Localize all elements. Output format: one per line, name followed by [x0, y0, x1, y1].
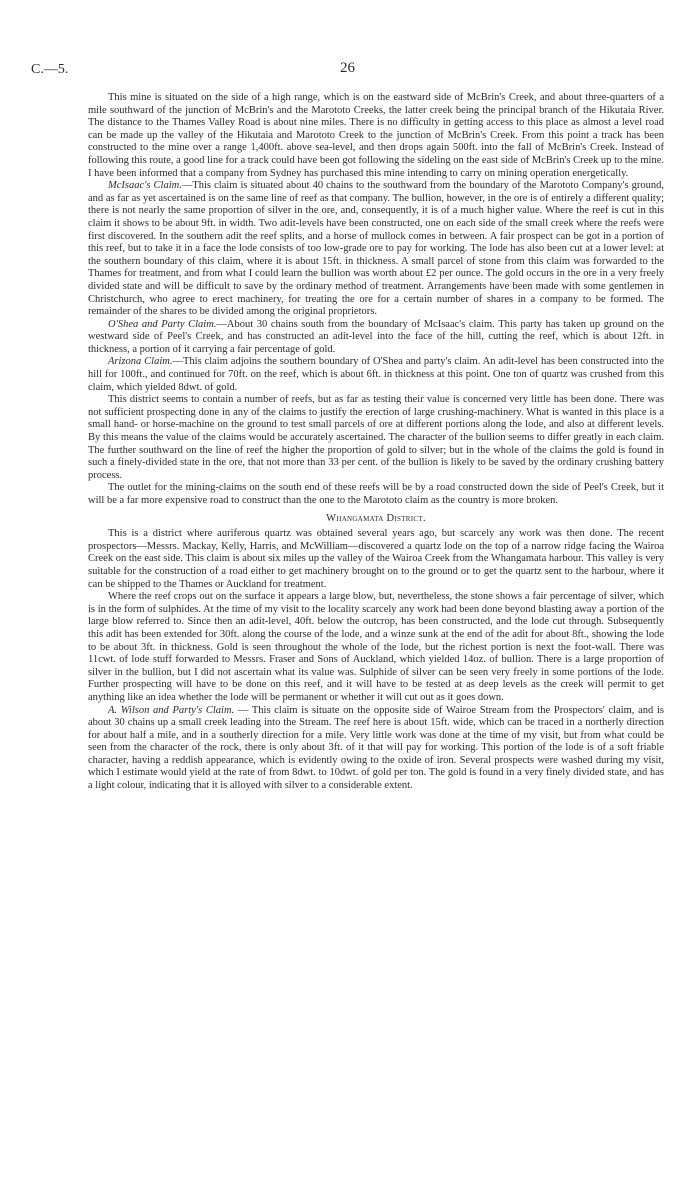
body-text — [88, 92, 664, 793]
claim-title-mcisaac: McIsaac's Claim. — [108, 180, 182, 192]
claim-title-arizona: Arizona Claim. — [108, 356, 173, 368]
claim-title-wilson: A. Wilson and Party's Claim. — [108, 704, 235, 716]
paragraph-oshea-claim: O'Shea and Party Claim.—About 30 chains south from the boundary of McIsaac's claim. This party has taken up ground on the westward side of Peel's Creek, and has constructed an adit-level into the face of the hill, cutting the reef, which is about 12ft. in thickness, a portion of it carrying a fair percentage of gold. — [88, 318, 664, 355]
paragraph-mcisaac-claim: McIsaac's Claim.—This claim is situated about 40 chains to the southward from the boundary of the Marototo Company's ground, and as far as yet ascertained is on the same line of reef as that company. The bullion, however, in the ore is of entirely a different quality; there is not nearly the same proportion of silver in the ore, and, consequently, it is of a much higher value. Where the reef is cut in this claim it shows to be about 9ft. in width. Two adit-levels have been constructed, one on each side of the small creek where the reefs were first discovered. In the southern adit the reef splits, and a horse of mullock comes in between. A fair prospect can be got in a portion of this reef, but to take it in a face the lode consists of too low-grade ore to pay for working. The lode has also been cut at a lower level: at the southern boundary of this claim, where it is about 15ft. in thickness. A small parcel of stone from this claim was forwarded to the Thames for treatment, and from what I could learn the bullion was worth about £2 per ounce. The gold occurs in the ore in a very freely divided state and will be difficult to save by the ordinary method of treatment. Arrangements have been made with some gentlemen in Christchurch, who agree to erect machinery, for treating the ore for a certain number of shares in a company to be formed. The remainder of the shares to be divided among the original proprietors. — [88, 180, 664, 318]
page-number: 26 — [340, 60, 355, 76]
paragraph-outlet-road: The outlet for the mining-claims on the south end of these reefs will be by a road constructed down the side of Peel's Creek, but it will be a far more expensive road to construct than the one to the Marototo claim as the country is more broken. — [88, 482, 664, 506]
paragraph-arizona-claim: Arizona Claim.—This claim adjoins the southern boundary of O'Shea and party's claim. An adit-level has been constructed into the hill for 100ft., and continued for 70ft. on the reef, which is about 6ft. in thickness at this point. One ton of quartz was crushed from this claim, which yielded 8dwt. of gold. — [88, 356, 664, 393]
paragraph-reef-outcrop: Where the reef crops out on the surface it appears a large blow, but, nevertheless, the stone shows a fair percentage of silver, which is in the form of sulphides. At the time of my visit to the locality scarcely any work had been done beyond blasting away a portion of the large blow referred to. Since then an adit-level, 40ft. below the outcrop, has been constructed, and the lode cut through. Subsequently this adit has been extended for 30ft. along the course of the lode, and a winze sunk at the end of the adit for about 8ft., showing the lode to be about 3ft. in thickness. Gold is seen throughout the whole of the lode, but the richest portion is next the foot-wall. There was 11cwt. of lode stuff forwarded to Messrs. Fraser and Sons of Auckland, which yielded 14oz. of bullion. There is a large proportion of silver in the bullion, but I did not ascertain what its value was. Sulphide of silver can be seen very freely in some portions of the lode. Further prospecting will have to be done on this reef, and it will have to be tested at as deep levels as the creek will permit to get anything like an idea whether the lode will be permanent or whether it will cut out as it goes down. — [88, 591, 664, 703]
report-reference: C.—5. — [31, 62, 69, 77]
section-heading-whangamata: Whangamata District. — [326, 512, 426, 524]
claim-title-oshea: O'Shea and Party Claim. — [108, 318, 217, 330]
paragraph-wilson-claim: A. Wilson and Party's Claim. — This claim is situate on the opposite side of Wairoe Stream from the Prospectors' claim, and is about 30 chains up a small creek leading into the Stream. The reef here is about 15ft. wide, which can be traced in a northerly direction for about half a mile, and in a southerly direction for a mile. Very little work was done at the time of my visit, but from what could be seen from the character of the rock, there is only about 3ft. of it that will pay for working. This portion of the lode is of a soft friable character, having a reddish appearance, which is evidently owing to the oxide of iron. Several prospects were washed during my visit, which I estimate would yield at the rate of from 8dwt. to 10dwt. of gold per ton. The gold is found in a very finely divided state, and has a light colour, indicating that it is alloyed with silver to a considerable extent. — [88, 704, 664, 792]
paragraph-mine-location: This mine is situated on the side of a high range, which is on the eastward side of McBrin's Creek, and about three-quarters of a mile southward of the junction of McBrin's and the Marototo Creeks, the latter creek being the principal branch of the Hikutaia River. The distance to the Thames Valley Road is about nine miles. There is no difficulty in getting access to this place as almost a level road can be made up the valley of the Hikutaia and Marototo Creek to the junction of McBrin's Creek. From this point a track has been constructed to the mine over a range 1,400ft. above sea-level, and then drops again 500ft. into the fall of McBrin's Creek. Instead of following this route, a good line for a track could have been got following the sideling on the east side of McBrin's Creek up to the mine. I have been informed that a company from Sydney has purchased this mine intending to carry on mining operation energetically. — [88, 92, 664, 179]
paragraph-district-reefs: This district seems to contain a number of reefs, but as far as testing their value is concerned very little has been done. There was not sufficient prospecting done in any of the claims to justify the erection of large crushing-machinery. What is wanted in this place is a small hand- or horse-machine on the ground to test small parcels of ore at different portions along the lode, and also at different levels. By this means the value of the claims would be accurately ascertained. The character of the bullion seems to differ greatly in each claim. The further southward on the line of reef the higher the proportion of gold to silver; but in the whole of the claims the gold is found in such a finely-divided state in the ore, that not more than 33 per cent. of the bullion is likely to be saved by the ordinary crushing battery process. — [88, 394, 664, 481]
paragraph-whangamata-intro: This is a district where auriferous quartz was obtained several years ago, but scarcely any work was then done. The recent prospectors—Messrs. Mackay, Kelly, Harris, and McWilliam—discovered a quartz lode on the top of a narrow ridge facing the Wairoa Creek on the east side. This claim is about six miles up the valley of the Wairoa Creek from the Whangamata harbour. This valley is very suitable for the construction of a road either to get machinery brought on to the ground or to get the quartz sent to the harbour, where it can be shipped to the Thames or Auckland for treatment. — [88, 528, 664, 590]
